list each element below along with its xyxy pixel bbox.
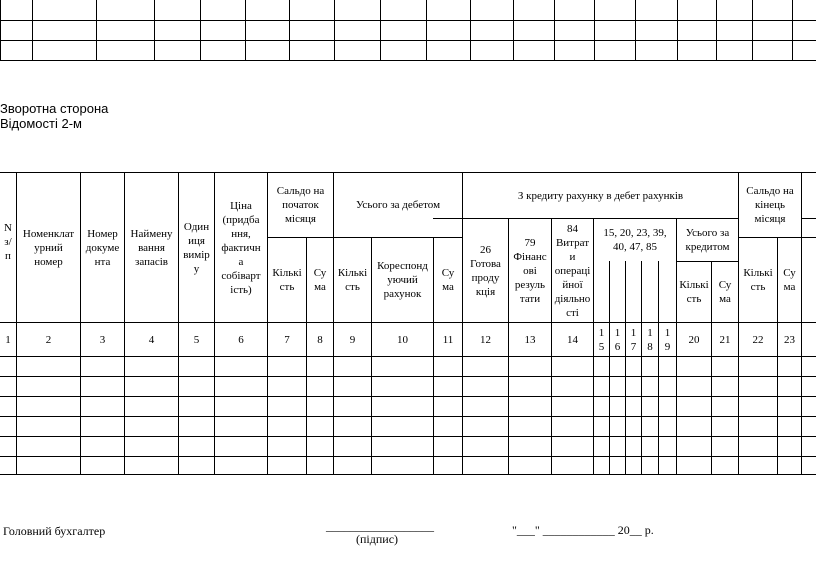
signature-caption: (підпис) xyxy=(356,532,399,546)
column-number: 6 xyxy=(238,333,244,346)
header-nomenclature-number: Номенклат урний номер xyxy=(22,227,75,268)
form-title: Відомості 2-м xyxy=(0,116,82,131)
column-number: 1 xyxy=(5,333,11,346)
column-number: 1 7 xyxy=(630,326,637,353)
header-account-79: 79 Фінанс ові резуль тати xyxy=(513,236,547,305)
column-number: 20 xyxy=(688,333,700,346)
header-debit-quantity: Кількі сть xyxy=(337,267,368,293)
header-total-debit: Усього за дебетом xyxy=(355,199,441,211)
column-number: 23 xyxy=(784,333,795,346)
back-side-title: Зворотна сторона xyxy=(0,101,109,116)
header-credit-to-debit: З кредиту рахунку в дебет рахунків xyxy=(517,189,684,202)
column-number: 5 xyxy=(193,333,200,346)
header-closing-quantity: Кількі сть xyxy=(743,267,773,293)
column-number: 1 9 xyxy=(664,326,671,353)
header-opening-quantity: Кількі сть xyxy=(272,267,302,293)
header-credit-amount: Су ма xyxy=(718,279,732,305)
column-number: 12 xyxy=(480,333,491,346)
column-number: 14 xyxy=(567,333,578,346)
header-row-number: N з/ п xyxy=(4,222,12,262)
column-number: 1 6 xyxy=(614,326,621,353)
header-opening-balance: Сальдо на початок місяця xyxy=(276,185,325,225)
column-number: 3 xyxy=(99,333,106,346)
header-inventory-name: Наймену вання запасів xyxy=(130,227,173,268)
header-credit-quantity: Кількі сть xyxy=(679,279,709,305)
column-number: 13 xyxy=(524,333,536,346)
header-corresponding-account: Кореспонд уючий рахунок xyxy=(377,260,428,300)
column-number: 2 xyxy=(45,333,52,346)
column-number: 9 xyxy=(349,333,356,346)
column-number: 4 xyxy=(148,333,155,346)
header-account-26: 26 Готова проду кція xyxy=(470,243,501,298)
header-unit: Один иця вимір у xyxy=(183,220,210,275)
header-document-number: Номер докуме нта xyxy=(85,227,120,268)
column-number: 1 5 xyxy=(598,326,605,353)
date-line: "___" ____________ 20__ р. xyxy=(512,523,654,537)
header-total-credit: Усього за кредитом xyxy=(685,227,730,253)
header-account-84: 84 Витрат и операці йної діяльно сті xyxy=(554,222,591,319)
header-closing-amount: Су ма xyxy=(783,267,796,293)
column-number: 1 8 xyxy=(647,326,653,353)
column-number: 7 xyxy=(284,333,290,346)
column-number: 10 xyxy=(397,333,408,346)
header-debit-amount: Су ма xyxy=(441,267,455,293)
column-number: 11 xyxy=(442,333,454,346)
signature-line: __________________ xyxy=(326,519,434,533)
header-price: Ціна (придба ння, фактичн а собіварт ість) xyxy=(221,199,261,296)
column-number: 22 xyxy=(752,333,764,346)
header-accounts-group: 15, 20, 23, 39, 40, 47, 85 xyxy=(603,227,667,253)
column-number: 21 xyxy=(719,333,731,346)
chief-accountant-label: Головний бухгалтер xyxy=(3,524,106,538)
header-opening-amount: Су ма xyxy=(313,267,327,293)
column-number: 8 xyxy=(317,333,323,346)
header-closing-balance: Сальдо на кінець місяця xyxy=(746,185,794,225)
